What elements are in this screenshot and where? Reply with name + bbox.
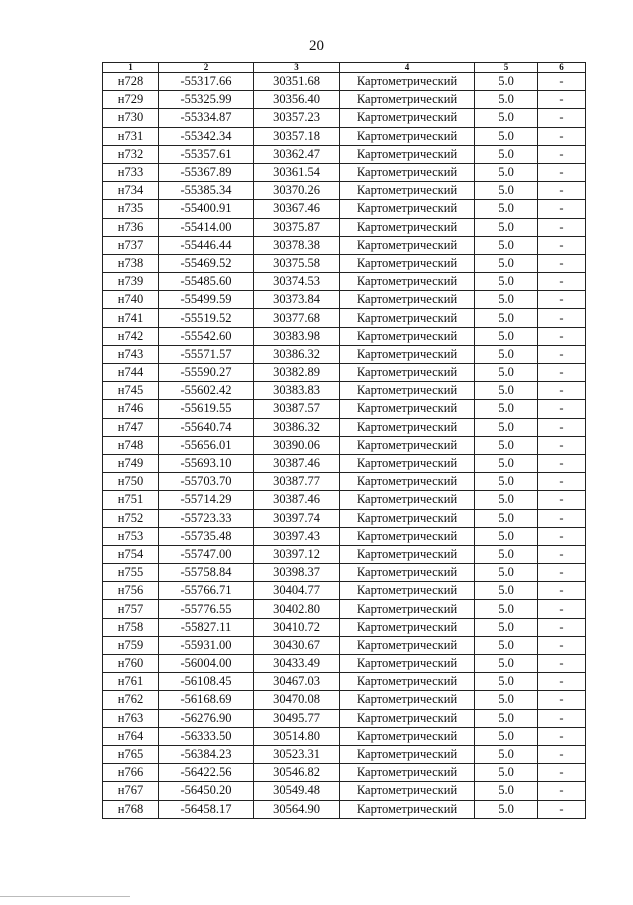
table-row bbox=[103, 600, 586, 618]
table-cell: 5.0 bbox=[475, 127, 538, 145]
table-cell: Картометрический bbox=[340, 382, 475, 400]
table-cell: 30378.38 bbox=[254, 236, 340, 254]
table-cell: -55499.59 bbox=[159, 291, 254, 309]
table-cell: 5.0 bbox=[475, 709, 538, 727]
table-cell: 5.0 bbox=[475, 509, 538, 527]
table-cell: 5.0 bbox=[475, 600, 538, 618]
table-cell: н764 bbox=[103, 727, 159, 745]
table-cell: - bbox=[538, 545, 586, 563]
table-cell: Картометрический bbox=[340, 327, 475, 345]
table-cell: н762 bbox=[103, 691, 159, 709]
table-row bbox=[103, 345, 586, 363]
table-cell: 30398.37 bbox=[254, 564, 340, 582]
table-cell: -55325.99 bbox=[159, 91, 254, 109]
table-cell: н752 bbox=[103, 509, 159, 527]
table-cell: 30383.98 bbox=[254, 327, 340, 345]
coordinates-table bbox=[102, 62, 586, 819]
table-cell: н733 bbox=[103, 163, 159, 181]
table-cell: Картометрический bbox=[340, 691, 475, 709]
table-cell: н759 bbox=[103, 636, 159, 654]
table-cell: -55602.42 bbox=[159, 382, 254, 400]
table-cell: н731 bbox=[103, 127, 159, 145]
table-cell: н754 bbox=[103, 545, 159, 563]
table-cell: 5.0 bbox=[475, 527, 538, 545]
table-row bbox=[103, 327, 586, 345]
table-cell: 30523.31 bbox=[254, 745, 340, 763]
table-cell: н753 bbox=[103, 527, 159, 545]
table-cell: - bbox=[538, 182, 586, 200]
table-cell: -56450.20 bbox=[159, 782, 254, 800]
table-cell: 30382.89 bbox=[254, 364, 340, 382]
table-cell: - bbox=[538, 745, 586, 763]
table-cell: 30362.47 bbox=[254, 145, 340, 163]
table-cell: 5.0 bbox=[475, 109, 538, 127]
table-cell: Картометрический bbox=[340, 309, 475, 327]
table-cell: - bbox=[538, 764, 586, 782]
table-cell: -56458.17 bbox=[159, 800, 254, 818]
table-cell: Картометрический bbox=[340, 127, 475, 145]
table-cell: -55703.70 bbox=[159, 473, 254, 491]
table-cell: - bbox=[538, 73, 586, 91]
table-cell: 30387.46 bbox=[254, 454, 340, 472]
table-cell: н728 bbox=[103, 73, 159, 91]
table-cell: Картометрический bbox=[340, 291, 475, 309]
table-cell: н736 bbox=[103, 218, 159, 236]
table-cell: -55542.60 bbox=[159, 327, 254, 345]
table-cell: 30370.26 bbox=[254, 182, 340, 200]
table-cell: 30386.32 bbox=[254, 418, 340, 436]
table-cell: 5.0 bbox=[475, 800, 538, 818]
table-cell: 5.0 bbox=[475, 636, 538, 654]
table-cell: - bbox=[538, 709, 586, 727]
table-row bbox=[103, 200, 586, 218]
table-cell: 30351.68 bbox=[254, 73, 340, 91]
table-cell: -55766.71 bbox=[159, 582, 254, 600]
table-row bbox=[103, 127, 586, 145]
table-cell: 5.0 bbox=[475, 473, 538, 491]
table-cell: - bbox=[538, 473, 586, 491]
table-cell: - bbox=[538, 582, 586, 600]
table-cell: 5.0 bbox=[475, 436, 538, 454]
table-cell: 30549.48 bbox=[254, 782, 340, 800]
table-row bbox=[103, 182, 586, 200]
table-cell: -55619.55 bbox=[159, 400, 254, 418]
table-cell: -55747.00 bbox=[159, 545, 254, 563]
table-cell: Картометрический bbox=[340, 491, 475, 509]
table-cell: - bbox=[538, 218, 586, 236]
table-cell: н737 bbox=[103, 236, 159, 254]
table-cell: 5.0 bbox=[475, 236, 538, 254]
table-cell: - bbox=[538, 200, 586, 218]
table-cell: 30390.06 bbox=[254, 436, 340, 454]
table-cell: Картометрический bbox=[340, 364, 475, 382]
column-header: 5 bbox=[475, 63, 538, 73]
column-header: 2 bbox=[159, 63, 254, 73]
table-cell: Картометрический bbox=[340, 636, 475, 654]
table-cell: 5.0 bbox=[475, 163, 538, 181]
table-cell: - bbox=[538, 436, 586, 454]
table-row bbox=[103, 218, 586, 236]
table-cell: - bbox=[538, 655, 586, 673]
table-cell: Картометрический bbox=[340, 600, 475, 618]
table-cell: 30430.67 bbox=[254, 636, 340, 654]
table-cell: -55519.52 bbox=[159, 309, 254, 327]
table-cell: - bbox=[538, 527, 586, 545]
table-cell: 30410.72 bbox=[254, 618, 340, 636]
table-cell: -55590.27 bbox=[159, 364, 254, 382]
table-cell: -55827.11 bbox=[159, 618, 254, 636]
table-cell: - bbox=[538, 454, 586, 472]
table-cell: Картометрический bbox=[340, 73, 475, 91]
table-cell: 30367.46 bbox=[254, 200, 340, 218]
table-cell: 5.0 bbox=[475, 200, 538, 218]
table-cell: 5.0 bbox=[475, 382, 538, 400]
table-cell: Картометрический bbox=[340, 564, 475, 582]
table-row bbox=[103, 655, 586, 673]
table-cell: 30402.80 bbox=[254, 600, 340, 618]
table-cell: 30433.49 bbox=[254, 655, 340, 673]
table-cell: - bbox=[538, 236, 586, 254]
table-cell: н742 bbox=[103, 327, 159, 345]
table-cell: 5.0 bbox=[475, 582, 538, 600]
table-cell: 30514.80 bbox=[254, 727, 340, 745]
table-cell: н757 bbox=[103, 600, 159, 618]
table-cell: 30387.46 bbox=[254, 491, 340, 509]
table-row bbox=[103, 436, 586, 454]
table-cell: н748 bbox=[103, 436, 159, 454]
table-cell: Картометрический bbox=[340, 436, 475, 454]
table-row bbox=[103, 273, 586, 291]
table-cell: н738 bbox=[103, 254, 159, 272]
table-row bbox=[103, 454, 586, 472]
table-cell: -55640.74 bbox=[159, 418, 254, 436]
table-cell: Картометрический bbox=[340, 218, 475, 236]
table-row bbox=[103, 291, 586, 309]
table-row bbox=[103, 618, 586, 636]
table-cell: Картометрический bbox=[340, 236, 475, 254]
table-cell: 5.0 bbox=[475, 182, 538, 200]
table-cell: 30357.18 bbox=[254, 127, 340, 145]
table-cell: 30546.82 bbox=[254, 764, 340, 782]
table-cell: -55317.66 bbox=[159, 73, 254, 91]
table-cell: 5.0 bbox=[475, 655, 538, 673]
column-header: 1 bbox=[103, 63, 159, 73]
table-cell: - bbox=[538, 254, 586, 272]
table-cell: - bbox=[538, 800, 586, 818]
table-cell: 30564.90 bbox=[254, 800, 340, 818]
table-row bbox=[103, 73, 586, 91]
table-cell: н766 bbox=[103, 764, 159, 782]
table-cell: 30404.77 bbox=[254, 582, 340, 600]
table-cell: - bbox=[538, 309, 586, 327]
table-row bbox=[103, 727, 586, 745]
table-cell: н734 bbox=[103, 182, 159, 200]
table-cell: -56384.23 bbox=[159, 745, 254, 763]
table-row bbox=[103, 673, 586, 691]
table-cell: Картометрический bbox=[340, 345, 475, 363]
table-row bbox=[103, 254, 586, 272]
table-cell: н729 bbox=[103, 91, 159, 109]
table-row bbox=[103, 527, 586, 545]
table-row bbox=[103, 691, 586, 709]
table-cell: -55342.34 bbox=[159, 127, 254, 145]
table-cell: Картометрический bbox=[340, 109, 475, 127]
table-cell: 5.0 bbox=[475, 291, 538, 309]
table-cell: 30397.74 bbox=[254, 509, 340, 527]
table-cell: -55485.60 bbox=[159, 273, 254, 291]
table-cell: -55571.57 bbox=[159, 345, 254, 363]
table-cell: -56168.69 bbox=[159, 691, 254, 709]
table-cell: 5.0 bbox=[475, 727, 538, 745]
table-cell: Картометрический bbox=[340, 727, 475, 745]
column-header: 6 bbox=[538, 63, 586, 73]
table-cell: Картометрический bbox=[340, 200, 475, 218]
table-cell: 5.0 bbox=[475, 218, 538, 236]
table-cell: 30357.23 bbox=[254, 109, 340, 127]
table-cell: Картометрический bbox=[340, 473, 475, 491]
table-cell: н732 bbox=[103, 145, 159, 163]
column-header: 3 bbox=[254, 63, 340, 73]
table-cell: н745 bbox=[103, 382, 159, 400]
table-cell: 5.0 bbox=[475, 400, 538, 418]
table-cell: 30467.03 bbox=[254, 673, 340, 691]
table-cell: - bbox=[538, 691, 586, 709]
table-cell: -55469.52 bbox=[159, 254, 254, 272]
table-cell: Картометрический bbox=[340, 618, 475, 636]
table-cell: - bbox=[538, 564, 586, 582]
table-cell: н735 bbox=[103, 200, 159, 218]
table-cell: Картометрический bbox=[340, 527, 475, 545]
table-cell: 5.0 bbox=[475, 491, 538, 509]
table-cell: н761 bbox=[103, 673, 159, 691]
table-cell: 30374.53 bbox=[254, 273, 340, 291]
table-row bbox=[103, 800, 586, 818]
table-cell: -55931.00 bbox=[159, 636, 254, 654]
table-cell: - bbox=[538, 400, 586, 418]
table-cell: Картометрический bbox=[340, 273, 475, 291]
table-cell: 5.0 bbox=[475, 145, 538, 163]
table-cell: - bbox=[538, 509, 586, 527]
table-cell: Картометрический bbox=[340, 545, 475, 563]
table-cell: - bbox=[538, 127, 586, 145]
table-cell: -55334.87 bbox=[159, 109, 254, 127]
table-cell: 5.0 bbox=[475, 691, 538, 709]
table-row bbox=[103, 545, 586, 563]
table-row bbox=[103, 236, 586, 254]
table-row bbox=[103, 163, 586, 181]
table-cell: 5.0 bbox=[475, 254, 538, 272]
table-cell: - bbox=[538, 491, 586, 509]
scan-artifact-line bbox=[0, 896, 130, 897]
table-cell: 5.0 bbox=[475, 745, 538, 763]
table-row bbox=[103, 491, 586, 509]
table-cell: -55714.29 bbox=[159, 491, 254, 509]
table-row bbox=[103, 473, 586, 491]
table-cell: 5.0 bbox=[475, 327, 538, 345]
table-cell: Картометрический bbox=[340, 509, 475, 527]
table-cell: н751 bbox=[103, 491, 159, 509]
table-cell: н749 bbox=[103, 454, 159, 472]
table-cell: - bbox=[538, 618, 586, 636]
table-row bbox=[103, 564, 586, 582]
table-cell: 30387.57 bbox=[254, 400, 340, 418]
table-cell: -55693.10 bbox=[159, 454, 254, 472]
table-cell: - bbox=[538, 345, 586, 363]
table-cell: н765 bbox=[103, 745, 159, 763]
table-header-row bbox=[103, 63, 586, 73]
table-row bbox=[103, 782, 586, 800]
table-cell: 30386.32 bbox=[254, 345, 340, 363]
table-cell: 5.0 bbox=[475, 91, 538, 109]
table-cell: Картометрический bbox=[340, 400, 475, 418]
table-cell: 30375.58 bbox=[254, 254, 340, 272]
table-cell: - bbox=[538, 727, 586, 745]
table-cell: Картометрический bbox=[340, 655, 475, 673]
table-cell: -55414.00 bbox=[159, 218, 254, 236]
table-cell: 5.0 bbox=[475, 364, 538, 382]
table-row bbox=[103, 400, 586, 418]
table-cell: 5.0 bbox=[475, 545, 538, 563]
table-cell: - bbox=[538, 327, 586, 345]
table-cell: 30495.77 bbox=[254, 709, 340, 727]
table-cell: - bbox=[538, 382, 586, 400]
table-cell: Картометрический bbox=[340, 800, 475, 818]
table-row bbox=[103, 636, 586, 654]
table-cell: 30375.87 bbox=[254, 218, 340, 236]
table-cell: 30397.12 bbox=[254, 545, 340, 563]
table-cell: -56276.90 bbox=[159, 709, 254, 727]
table-cell: -55400.91 bbox=[159, 200, 254, 218]
table-cell: н747 bbox=[103, 418, 159, 436]
table-cell: Картометрический bbox=[340, 582, 475, 600]
table-cell: Картометрический bbox=[340, 418, 475, 436]
table-cell: 5.0 bbox=[475, 764, 538, 782]
table-cell: н750 bbox=[103, 473, 159, 491]
table-cell: Картометрический bbox=[340, 163, 475, 181]
table-cell: -56422.56 bbox=[159, 764, 254, 782]
table-row bbox=[103, 145, 586, 163]
table-cell: -56333.50 bbox=[159, 727, 254, 745]
table-cell: Картометрический bbox=[340, 709, 475, 727]
table-cell: - bbox=[538, 364, 586, 382]
table-row bbox=[103, 91, 586, 109]
table-cell: 5.0 bbox=[475, 564, 538, 582]
table-cell: -56004.00 bbox=[159, 655, 254, 673]
page-number: 20 bbox=[309, 38, 324, 54]
table-cell: -56108.45 bbox=[159, 673, 254, 691]
table-cell: - bbox=[538, 673, 586, 691]
table-cell: 5.0 bbox=[475, 418, 538, 436]
table-cell: н758 bbox=[103, 618, 159, 636]
table-cell: 30373.84 bbox=[254, 291, 340, 309]
table-row bbox=[103, 582, 586, 600]
table-cell: н740 bbox=[103, 291, 159, 309]
table-cell: 5.0 bbox=[475, 345, 538, 363]
table-cell: - bbox=[538, 91, 586, 109]
table-cell: -55446.44 bbox=[159, 236, 254, 254]
table-cell: н756 bbox=[103, 582, 159, 600]
table-cell: -55656.01 bbox=[159, 436, 254, 454]
table-cell: - bbox=[538, 109, 586, 127]
table-cell: Картометрический bbox=[340, 182, 475, 200]
table-cell: -55723.33 bbox=[159, 509, 254, 527]
table-cell: -55735.48 bbox=[159, 527, 254, 545]
table-cell: 5.0 bbox=[475, 782, 538, 800]
table-cell: Картометрический bbox=[340, 745, 475, 763]
table-row bbox=[103, 364, 586, 382]
table-cell: 5.0 bbox=[475, 73, 538, 91]
table-cell: н768 bbox=[103, 800, 159, 818]
table-cell: Картометрический bbox=[340, 764, 475, 782]
table-cell: - bbox=[538, 418, 586, 436]
table-cell: - bbox=[538, 782, 586, 800]
table-cell: н767 bbox=[103, 782, 159, 800]
table-cell: - bbox=[538, 163, 586, 181]
table-row bbox=[103, 418, 586, 436]
table-cell: Картометрический bbox=[340, 673, 475, 691]
table-cell: -55367.89 bbox=[159, 163, 254, 181]
table-row bbox=[103, 764, 586, 782]
table-cell: 30470.08 bbox=[254, 691, 340, 709]
table-cell: н741 bbox=[103, 309, 159, 327]
table-cell: Картометрический bbox=[340, 254, 475, 272]
table-cell: 30356.40 bbox=[254, 91, 340, 109]
table-row bbox=[103, 109, 586, 127]
table-row bbox=[103, 382, 586, 400]
table-cell: н743 bbox=[103, 345, 159, 363]
table-row bbox=[103, 309, 586, 327]
table-cell: н760 bbox=[103, 655, 159, 673]
table-cell: Картометрический bbox=[340, 782, 475, 800]
column-header: 4 bbox=[340, 63, 475, 73]
table-row bbox=[103, 745, 586, 763]
table-cell: 5.0 bbox=[475, 309, 538, 327]
table-cell: - bbox=[538, 273, 586, 291]
table-cell: 30383.83 bbox=[254, 382, 340, 400]
table-cell: 5.0 bbox=[475, 618, 538, 636]
table-row bbox=[103, 709, 586, 727]
table-cell: н744 bbox=[103, 364, 159, 382]
table-cell: - bbox=[538, 600, 586, 618]
table-cell: -55385.34 bbox=[159, 182, 254, 200]
table-cell: н755 bbox=[103, 564, 159, 582]
table-cell: Картометрический bbox=[340, 454, 475, 472]
table-cell: н763 bbox=[103, 709, 159, 727]
table-cell: -55357.61 bbox=[159, 145, 254, 163]
table-cell: н746 bbox=[103, 400, 159, 418]
table-row bbox=[103, 509, 586, 527]
table-cell: -55776.55 bbox=[159, 600, 254, 618]
table-cell: - bbox=[538, 291, 586, 309]
table-cell: 30387.77 bbox=[254, 473, 340, 491]
table-cell: 30397.43 bbox=[254, 527, 340, 545]
table-cell: 5.0 bbox=[475, 454, 538, 472]
table-cell: Картометрический bbox=[340, 91, 475, 109]
table-cell: 5.0 bbox=[475, 673, 538, 691]
table-cell: 30377.68 bbox=[254, 309, 340, 327]
table-cell: Картометрический bbox=[340, 145, 475, 163]
table-cell: - bbox=[538, 636, 586, 654]
table-cell: - bbox=[538, 145, 586, 163]
table-cell: -55758.84 bbox=[159, 564, 254, 582]
table-cell: н739 bbox=[103, 273, 159, 291]
table-cell: н730 bbox=[103, 109, 159, 127]
table-cell: 30361.54 bbox=[254, 163, 340, 181]
table-cell: 5.0 bbox=[475, 273, 538, 291]
